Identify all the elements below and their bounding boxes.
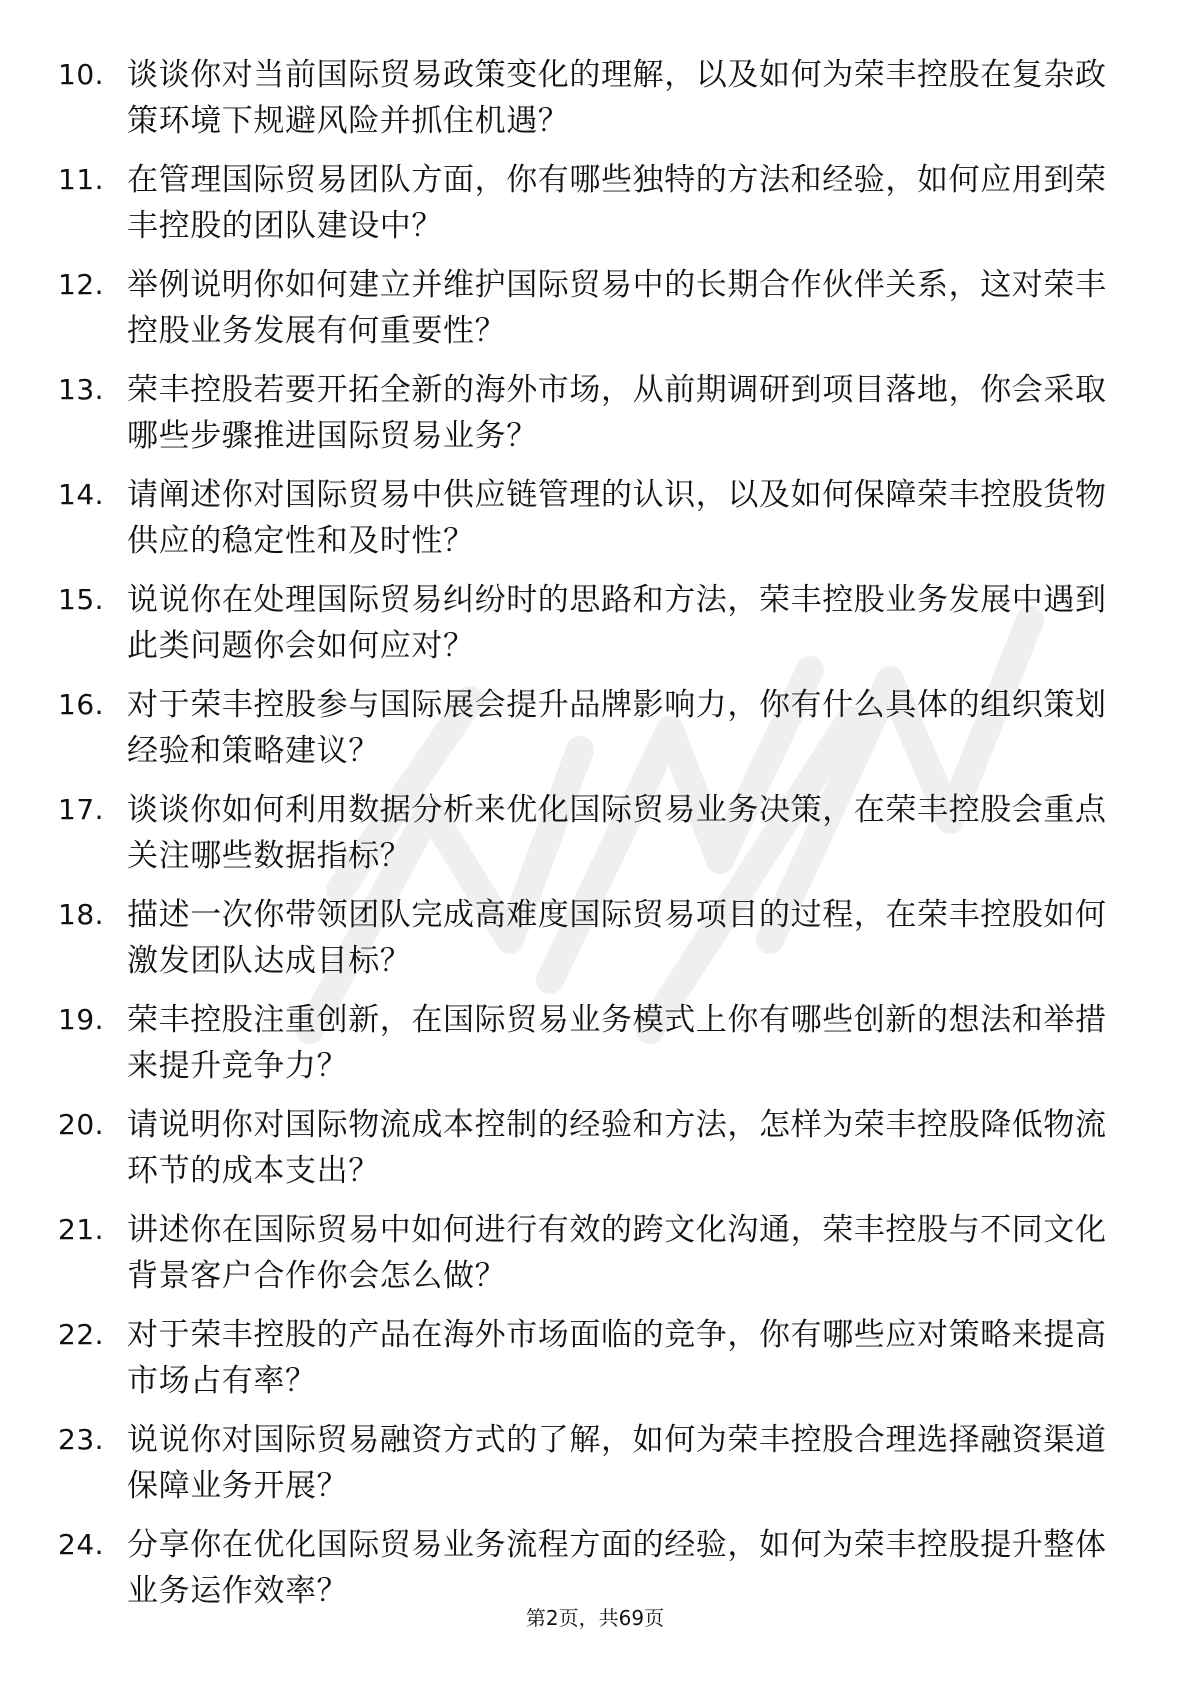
question-text: 对于荣丰控股参与国际展会提升品牌影响力，你有什么具体的组织策划经验和策略建议？ [127,687,1107,769]
question-number: 17. [58,793,105,826]
question-text: 说说你对国际贸易融资方式的了解，如何为荣丰控股合理选择融资渠道保障业务开展？ [127,1422,1107,1504]
question-text: 对于荣丰控股的产品在海外市场面临的竞争，你有哪些应对策略来提高市场占有率？ [127,1317,1107,1399]
question-number: 18. [58,898,105,931]
question-text: 在管理国际贸易团队方面，你有哪些独特的方法和经验，如何应用到荣丰控股的团队建设中？ [127,162,1107,244]
question-text: 谈谈你对当前国际贸易政策变化的理解，以及如何为荣丰控股在复杂政策环境下规避风险并抓住机遇？ [127,57,1107,139]
question-item [0,157,1190,262]
question-item [0,52,1190,157]
question-item [0,367,1190,472]
question-item [0,682,1190,787]
question-number: 22. [58,1318,105,1351]
question-number: 13. [58,373,105,406]
question-item [0,997,1190,1102]
question-list [0,52,1190,1627]
question-text: 描述一次你带领团队完成高难度国际贸易项目的过程，在荣丰控股如何激发团队达成目标？ [127,897,1107,979]
question-number: 10. [58,58,105,91]
question-number: 21. [58,1213,105,1246]
question-text: 请说明你对国际物流成本控制的经验和方法，怎样为荣丰控股降低物流环节的成本支出？ [127,1107,1107,1189]
question-item [0,472,1190,577]
question-number: 19. [58,1003,105,1036]
question-item [0,262,1190,367]
question-number: 24. [58,1528,105,1561]
question-number: 11. [58,163,105,196]
question-number: 20. [58,1108,105,1141]
question-text: 分享你在优化国际贸易业务流程方面的经验，如何为荣丰控股提升整体业务运作效率？ [127,1527,1107,1609]
question-item [0,577,1190,682]
question-number: 15. [58,583,105,616]
question-item [0,787,1190,892]
question-number: 14. [58,478,105,511]
question-text: 举例说明你如何建立并维护国际贸易中的长期合作伙伴关系，这对荣丰控股业务发展有何重要性？ [127,267,1107,349]
question-text: 荣丰控股注重创新，在国际贸易业务模式上你有哪些创新的想法和举措来提升竞争力？ [127,1002,1107,1084]
question-text: 讲述你在国际贸易中如何进行有效的跨文化沟通，荣丰控股与不同文化背景客户合作你会怎么做？ [127,1212,1107,1294]
question-text: 荣丰控股若要开拓全新的海外市场，从前期调研到项目落地，你会采取哪些步骤推进国际贸易业务？ [127,372,1107,454]
question-number: 12. [58,268,105,301]
question-item [0,1312,1190,1417]
question-text: 说说你在处理国际贸易纠纷时的思路和方法，荣丰控股业务发展中遇到此类问题你会如何应对？ [127,582,1107,664]
question-text: 请阐述你对国际贸易中供应链管理的认识，以及如何保障荣丰控股货物供应的稳定性和及时性？ [127,477,1107,559]
question-item [0,892,1190,997]
page-number-label: 第2页，共69页 [525,1606,665,1630]
question-text: 谈谈你如何利用数据分析来优化国际贸易业务决策，在荣丰控股会重点关注哪些数据指标？ [127,792,1107,874]
question-item [0,1207,1190,1312]
page-footer [0,1604,1190,1632]
question-number: 23. [58,1423,105,1456]
question-item [0,1417,1190,1522]
question-number: 16. [58,688,105,721]
question-item [0,1102,1190,1207]
